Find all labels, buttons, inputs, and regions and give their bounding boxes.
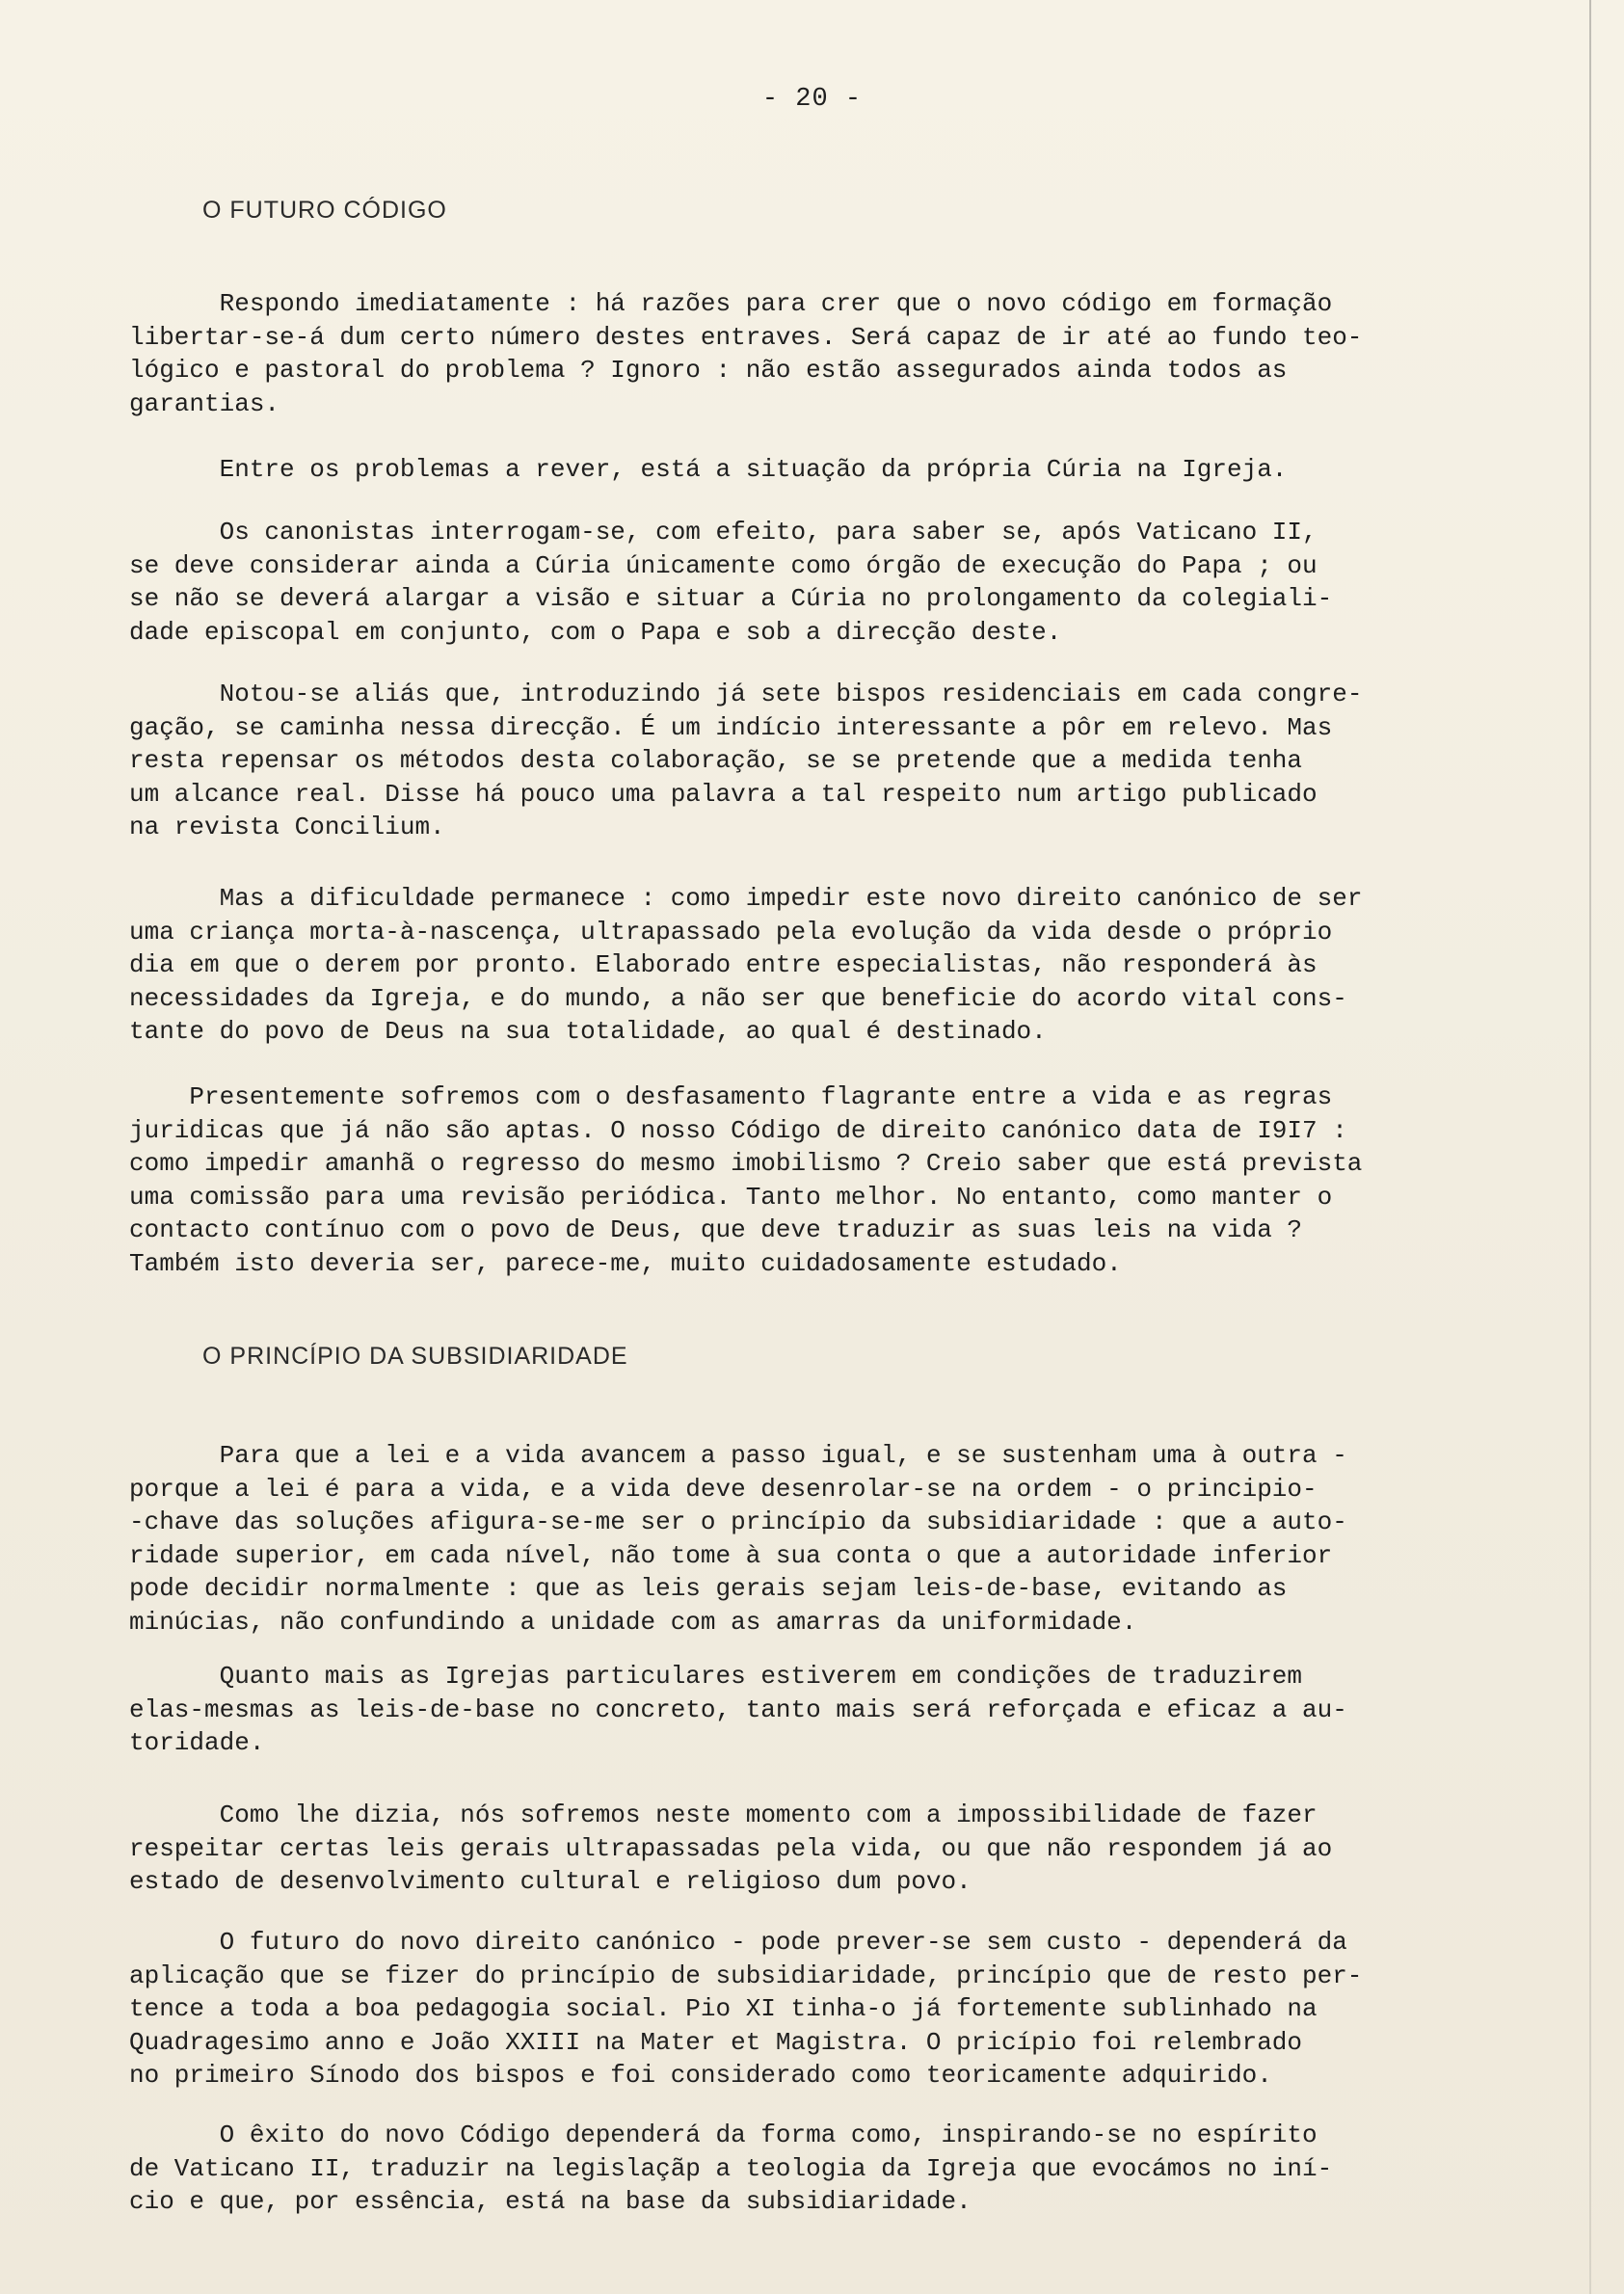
paragraph: O êxito do novo Código dependerá da forma como, inspirando-se no espírito de Vaticano II, traduzir na legislaçãp a teologia da Igreja que evocámos no iní- cio e que, por essência, está na base da subsidiaridade. — [129, 2121, 1333, 2216]
paragraph: Mas a dificuldade permanece : como impedir este novo direito canónico de ser uma criança morta-à-nascença, ultrapassado pela evolução da vida desde o próprio dia em que o derem por pronto. Elaborado entre especialistas, não responderá às necessidades da Igreja, e do mundo, a não ser que beneficie do acordo vital cons- tante do povo de Deus na sua totalidade, ao qual é destinado. — [129, 884, 1363, 1046]
page-edge-line — [1589, 0, 1591, 2294]
section-heading-futuro-codigo: O FUTURO CÓDIGO — [202, 197, 447, 224]
paragraph: Os canonistas interrogam-se, com efeito, para saber se, após Vaticano II, se deve considerar ainda a Cúria únicamente como órgão de execução do Papa ; ou se não se deverá alargar a visão e situar a Cúria no prolongamento da colegiali- dade episcopal em conjunto, com o Papa e sob a direcção deste. — [129, 518, 1333, 647]
paragraph: Entre os problemas a rever, está a situação da própria Cúria na Igreja. — [129, 455, 1288, 484]
page-number: - 20 - — [761, 85, 863, 114]
paragraph: Presentemente sofremos com o desfasamento flagrante entre a vida e as regras juridicas que já não são aptas. O nosso Código de direito canónico data de I9I7 : como impedir amanhã o regresso do mesmo imobilismo ? Creio saber que está prevista uma comissão para uma revisão periódica. Tanto melhor. No entanto, como manter o contacto contínuo com o povo de Deus, que deve traduzir as suas leis na vida ? Também isto deveria ser, parece-me, muito cuidadosamente estudado. — [129, 1082, 1363, 1278]
paragraph: Notou-se aliás que, introduzindo já sete bispos residenciais em cada congre- gação, se caminha nessa direcção. É um indício interessante a pôr em relevo. Mas resta repensar os métodos desta colaboração, se se pretende que a medida tenha um alcance real. Disse há pouco uma palavra a tal respeito num artigo publicado na revista Concilium. — [129, 680, 1363, 841]
paragraph: Respondo imediatamente : há razões para crer que o novo código em formação libertar-se-á dum certo número destes entraves. Será capaz de ir até ao fundo teo- lógico e pastoral do problema ? Ignoro : não estão assegurados ainda todos as garantias. — [129, 289, 1363, 418]
paragraph: Quanto mais as Igrejas particulares estiverem em condições de traduzirem elas-mesmas as leis-de-base no concreto, tanto mais será reforçada e eficaz a au- toridade. — [129, 1662, 1347, 1757]
paragraph: Como lhe dizia, nós sofremos neste momento com a impossibilidade de fazer respeitar certas leis gerais ultrapassadas pela vida, ou que não respondem já ao estado de desenvolvimento cultural e religioso dum povo. — [129, 1801, 1333, 1896]
paragraph: Para que a lei e a vida avancem a passo igual, e se sustenham uma à outra - porque a lei é para a vida, e a vida deve desenrolar-se na ordem - o principio- -chave das soluções afigura-se-me ser o princípio da subsidiaridade : que a auto- ridade superior, em cada nível, não tome à sua conta o que a autoridade inferior pode decidir normalmente : que as leis gerais sejam leis-de-base, evitando as minúcias, não confundindo a unidade com as amarras da uniformidade. — [129, 1441, 1347, 1637]
section-heading-principio-subsidiaridade: O PRINCÍPIO DA SUBSIDIARIDADE — [202, 1343, 628, 1370]
paragraph: O futuro do novo direito canónico - pode prever-se sem custo - dependerá da aplicação que se fizer do princípio de subsidiaridade, princípio que de resto per- tence a toda a boa pedagogia social. Pio XI tinha-o já fortemente sublinhado na Quadragesimo anno e João XXIII na Mater et Magistra. O pricípio foi relembrado no primeiro Sínodo dos bispos e foi considerado como teoricamente adquirido. — [129, 1928, 1363, 2090]
